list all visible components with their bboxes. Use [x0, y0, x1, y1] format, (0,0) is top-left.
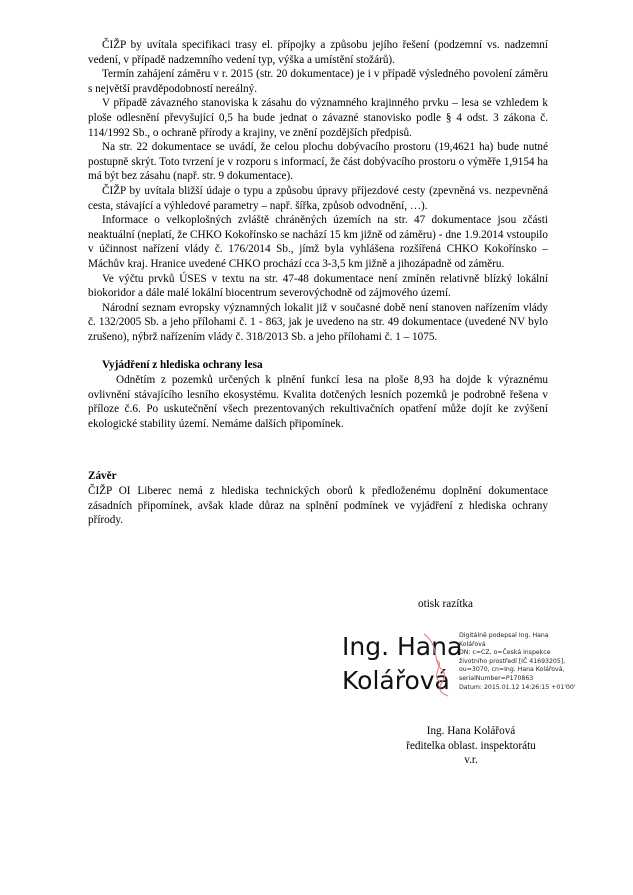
signature-detail-line: ou=3070, cn=Ing. Hana Kolářová, [459, 666, 565, 674]
conclusion-section [88, 469, 548, 527]
forest-heading: Vyjádření z hlediska ochrany lesa [102, 359, 263, 372]
paragraph-uses: Ve výčtu prvků ÚSES v textu na str. 47-48 dokumentace není zmíněn relativně blízký lokální biokoridor a dále malé lokální biocentrum severovýchodně od zájmového území. [88, 272, 548, 300]
paragraph-binding-opinion: V případě závazného stanoviska k zásahu do významného krajinného prvku – lesa se vzhledem k ploše odlesnění převyšující 0,5 ha bude jednat o závazné stanovisko podle § 4 odst. 3 zákona č. 114/1992 Sb., o ochraně přírody a krajiny, ve znění pozdějších předpisů. [88, 97, 548, 139]
signature-detail-line: Datum: 2015.01.12 14:26:15 +01'00' [459, 683, 576, 691]
signature-mark-icon [418, 630, 460, 700]
signature-name-line1: Ing. Hana [342, 632, 463, 661]
paragraph-access-road: ČIŽP by uvítala bližší údaje o typu a způsobu úpravy příjezdové cesty (zpevněná vs. nezpevněná cesta, stávající a výhledové parametry – např. šířka, způsob odvodnění, …). [88, 184, 548, 212]
signature-detail-line: DN: c=CZ, o=Česká inspekce [459, 649, 551, 657]
document-body [88, 38, 548, 528]
stamp-label: otisk razítka [418, 598, 473, 610]
signer-title: ředitelka oblast. inspektorátu [406, 739, 536, 752]
signer-block [376, 724, 566, 768]
signature-detail-line: serialNumber=P170863 [459, 674, 534, 682]
forest-section [88, 358, 548, 431]
paragraph-natura-list: Národní seznam evropsky významných lokalit již v současné době není stanoven nařízením vlády č. 132/2005 Sb. a jeho přílohami č. 1 - 863, jak je uvedeno na str. 49 dokumentace (uvedené NV bylo zrušeno), nýbrž nařízením vlády č. 318/2013 Sb. a jeho přílohami č. 1 – 1075. [88, 301, 548, 343]
signer-name: Ing. Hana Kolářová [426, 725, 516, 737]
conclusion-text: ČIŽP OI Liberec nemá z hlediska technických oborů k předloženému doplnění dokumentace zásadních připomínek, avšak klade důraz na splnění podmínek ve vyjádření z hlediska ochrany přírody. [88, 485, 548, 527]
paragraph-protected-areas: Informace o velkoplošných zvláště chráněných územích na str. 47 dokumentace jsou zčásti neaktuální (neplatí, že CHKO Kokořínsko se nachází 15 km jižně od záměru) - dne 1.9.2014 vstoupilo v účinnost nařízení vlády č. 176/2014 Sb., jímž byla vyhlášena rozšířená CHKO Kokořínsko – Máchův kraj. Hranice uvedené CHKO prochází cca 3-3,5 km jižně a jihozápadně od záměru. [88, 214, 548, 270]
signature-detail-line: Kolářová [459, 640, 486, 648]
forest-text: Odnětím z pozemků určených k plnění funkcí lesa na ploše 8,93 ha dojde k výraznému ovlivnění stávajícího lesního ekosystému. Kvalita dotčených lesních pozemků je podrobně řešena v příloze č.6. Po uskutečnění všech prezentovaných rekultivačních opatření může dojít ke zvýšení ekologické stability území. Nemáme dalších připomínek. [88, 374, 548, 430]
signer-vr: v.r. [464, 754, 478, 767]
paragraph-start-date: Termín zahájení záměru v r. 2015 (str. 20 dokumentace) je i v případě výsledného povolení záměru s největší pravděpodobností nereálný. [88, 68, 548, 95]
signature-name-line2: Kolářová [342, 666, 450, 695]
paragraph-mining-area: Na str. 22 dokumentace se uvádí, že celou plochu dobývacího prostoru (19,4621 ha) bude nutné postupně skrýt. Toto tvrzení je v rozporu s informací, že část dobývacího prostoru o výměře 1,9154 ha má být bez zásahu (např. str. 9 dokumentace). [88, 141, 548, 183]
signature-detail-line: životního prostředí [IČ 41693205], [459, 657, 566, 665]
conclusion-heading: Závěr [88, 470, 117, 483]
signature-detail-line: Digitálně podepsal Ing. Hana [459, 632, 549, 639]
paragraph-power-connection: ČIŽP by uvítala specifikaci trasy el. přípojky a způsobu jejího řešení (podzemní vs. nadzemní vedení, v případě nadzemního vedení typ, výška a umístění stožárů). [88, 39, 548, 66]
signature-details [459, 632, 589, 692]
